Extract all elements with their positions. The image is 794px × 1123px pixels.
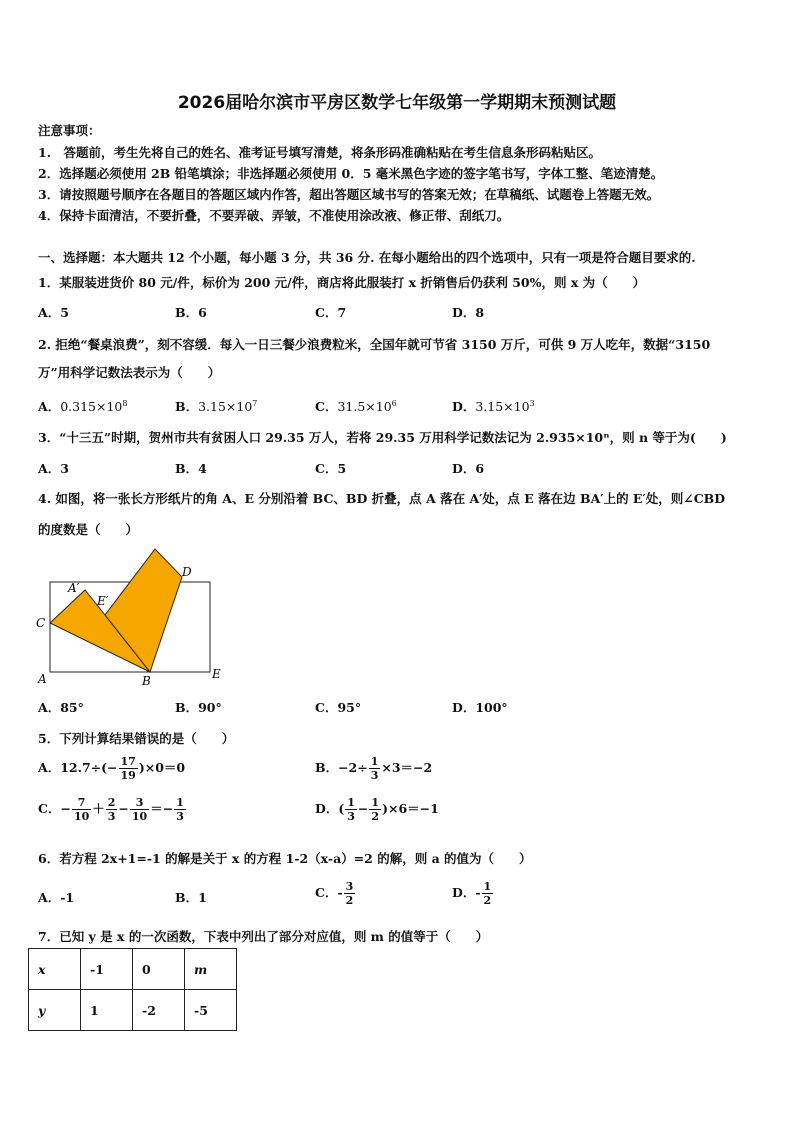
q6-option-b: B．1: [175, 890, 207, 905]
question-4-line2: 的度数是（ ）: [38, 522, 139, 537]
label-d: D: [182, 565, 192, 579]
q4-option-c: C．95°: [315, 700, 362, 715]
q3-option-c: C．5: [315, 461, 347, 476]
label-e: E: [212, 667, 221, 681]
q2-option-a: A．$0.315\times 10^8$: [38, 398, 128, 414]
question-6: 6．若方程 2x+1=-1 的解是关于 x 的方程 1-2（x-a）=2 的解，则 a 的值为（ ）: [38, 851, 532, 866]
question-4-line1: 4. 如图，将一张长方形纸片的角 A、E 分别沿着 BC、BD 折叠，点 A 落在 A′处，点 E 落在边 BA′上的 E′处，则∠CBD: [38, 491, 726, 506]
label-c: C: [36, 616, 46, 630]
q3-option-a: A．3: [38, 461, 69, 476]
question-2-line1: 2. 拒绝“餐桌浪费”，刻不容缓．每入一日三餐少浪费粒米，全国年就可节省 3150 万斤，可供 9 万人吃年，数据“3150: [38, 337, 711, 352]
q2-option-d: D．$3.15\times 10^3$: [452, 398, 535, 414]
question-1: 1．某服装进货价 80 元/件，标价为 200 元/件，商店将此服装打 x 折销售后仍获利 50%，则 x 为（ ）: [38, 275, 646, 290]
page-title: 2026届哈尔滨市平房区数学七年级第一学期期末预测试题: [177, 93, 617, 113]
notice-item-2: 2．选择题必须使用 2B 铅笔填涂；非选择题必须使用 0．5 毫米黑色字迹的签字笔书写，字体工整、笔迹清楚。: [38, 166, 664, 181]
question-5: 5．下列计算结果错误的是（ ）: [38, 731, 235, 746]
q1-option-c: C．7: [315, 305, 347, 320]
q5-option-b: B．−2÷ $\frac{1}{3}$ ×3＝−2: [315, 755, 433, 782]
q6-option-d: D．- $\frac{1}{2}$: [452, 880, 492, 907]
q4-option-d: D．100°: [452, 700, 508, 715]
q5-option-a: A．12.7÷(− $\frac{17}{19}$ )×0＝0: [38, 755, 186, 782]
q2-option-b: B．$3.15\times 10^7$: [175, 398, 258, 414]
q5-option-c: C．− $\frac{7}{10}$ ＋ $\frac{2}{3}$ − $\frac{3}{10}$ ＝− $\frac{1}{3}$: [38, 796, 184, 823]
q2-option-c: C．$31.5\times 10^6$: [315, 398, 397, 414]
q6-option-a: A．-1: [38, 890, 75, 905]
table-cell: y: [29, 990, 81, 1031]
table-row: [29, 949, 237, 990]
label-b: B: [142, 674, 151, 688]
table-cell: 1: [81, 990, 133, 1031]
q6-option-c: C．- $\frac{3}{2}$: [315, 880, 354, 907]
folding-figure: [30, 545, 230, 690]
q4-option-a: A．85°: [38, 700, 84, 715]
notice-item-1: 1. 答题前，考生先将自己的姓名、准考证号填写清楚，将条形码准确粘贴在考生信息条形码粘贴区。: [38, 145, 602, 160]
table-cell: -2: [133, 990, 185, 1031]
table-cell: 0: [133, 949, 185, 990]
label-a-prime: A′: [68, 581, 80, 595]
question-3: 3．“十三五”时期，贺州市共有贫困人口 29.35 万人，若将 29.35 万用科学记数法记为 2.935×10ⁿ，则 n 等于为( ): [38, 430, 727, 445]
table-row: [29, 990, 237, 1031]
label-a: A: [38, 672, 47, 686]
q1-option-d: D．8: [452, 305, 485, 320]
q4-option-b: B．90°: [175, 700, 222, 715]
question-7: 7．已知 y 是 x 的一次函数，下表中列出了部分对应值，则 m 的值等于（ ）: [38, 929, 489, 944]
value-table: [28, 948, 237, 1031]
label-e-prime: E′: [97, 594, 109, 608]
q3-option-d: D．6: [452, 461, 485, 476]
notice-item-4: 4．保持卡面清洁，不要折叠，不要弄破、弄皱，不准使用涂改液、修正带、刮纸刀。: [38, 208, 510, 223]
table-cell: m: [185, 949, 237, 990]
q5-option-d: D．( $\frac{1}{3}$ − $\frac{1}{2}$ )×6＝−1: [315, 796, 439, 823]
q1-option-a: A．5: [38, 305, 69, 320]
table-cell: -1: [81, 949, 133, 990]
notice-heading: 注意事项：: [38, 123, 101, 138]
notice-item-3: 3．请按照题号顺序在各题目的答题区域内作答，超出答题区域书写的答案无效；在草稿纸、试题卷上答题无效。: [38, 187, 660, 202]
section-heading: 一、选择题：本大题共 12 个小题，每小题 3 分，共 36 分. 在每小题给出的四个选项中，只有一项是符合题目要求的.: [38, 250, 696, 265]
table-cell: x: [29, 949, 81, 990]
q3-option-b: B．4: [175, 461, 207, 476]
q1-option-b: B．6: [175, 305, 207, 320]
question-2-line2: 万”用科学记数法表示为（ ）: [38, 365, 221, 380]
table-cell: -5: [185, 990, 237, 1031]
